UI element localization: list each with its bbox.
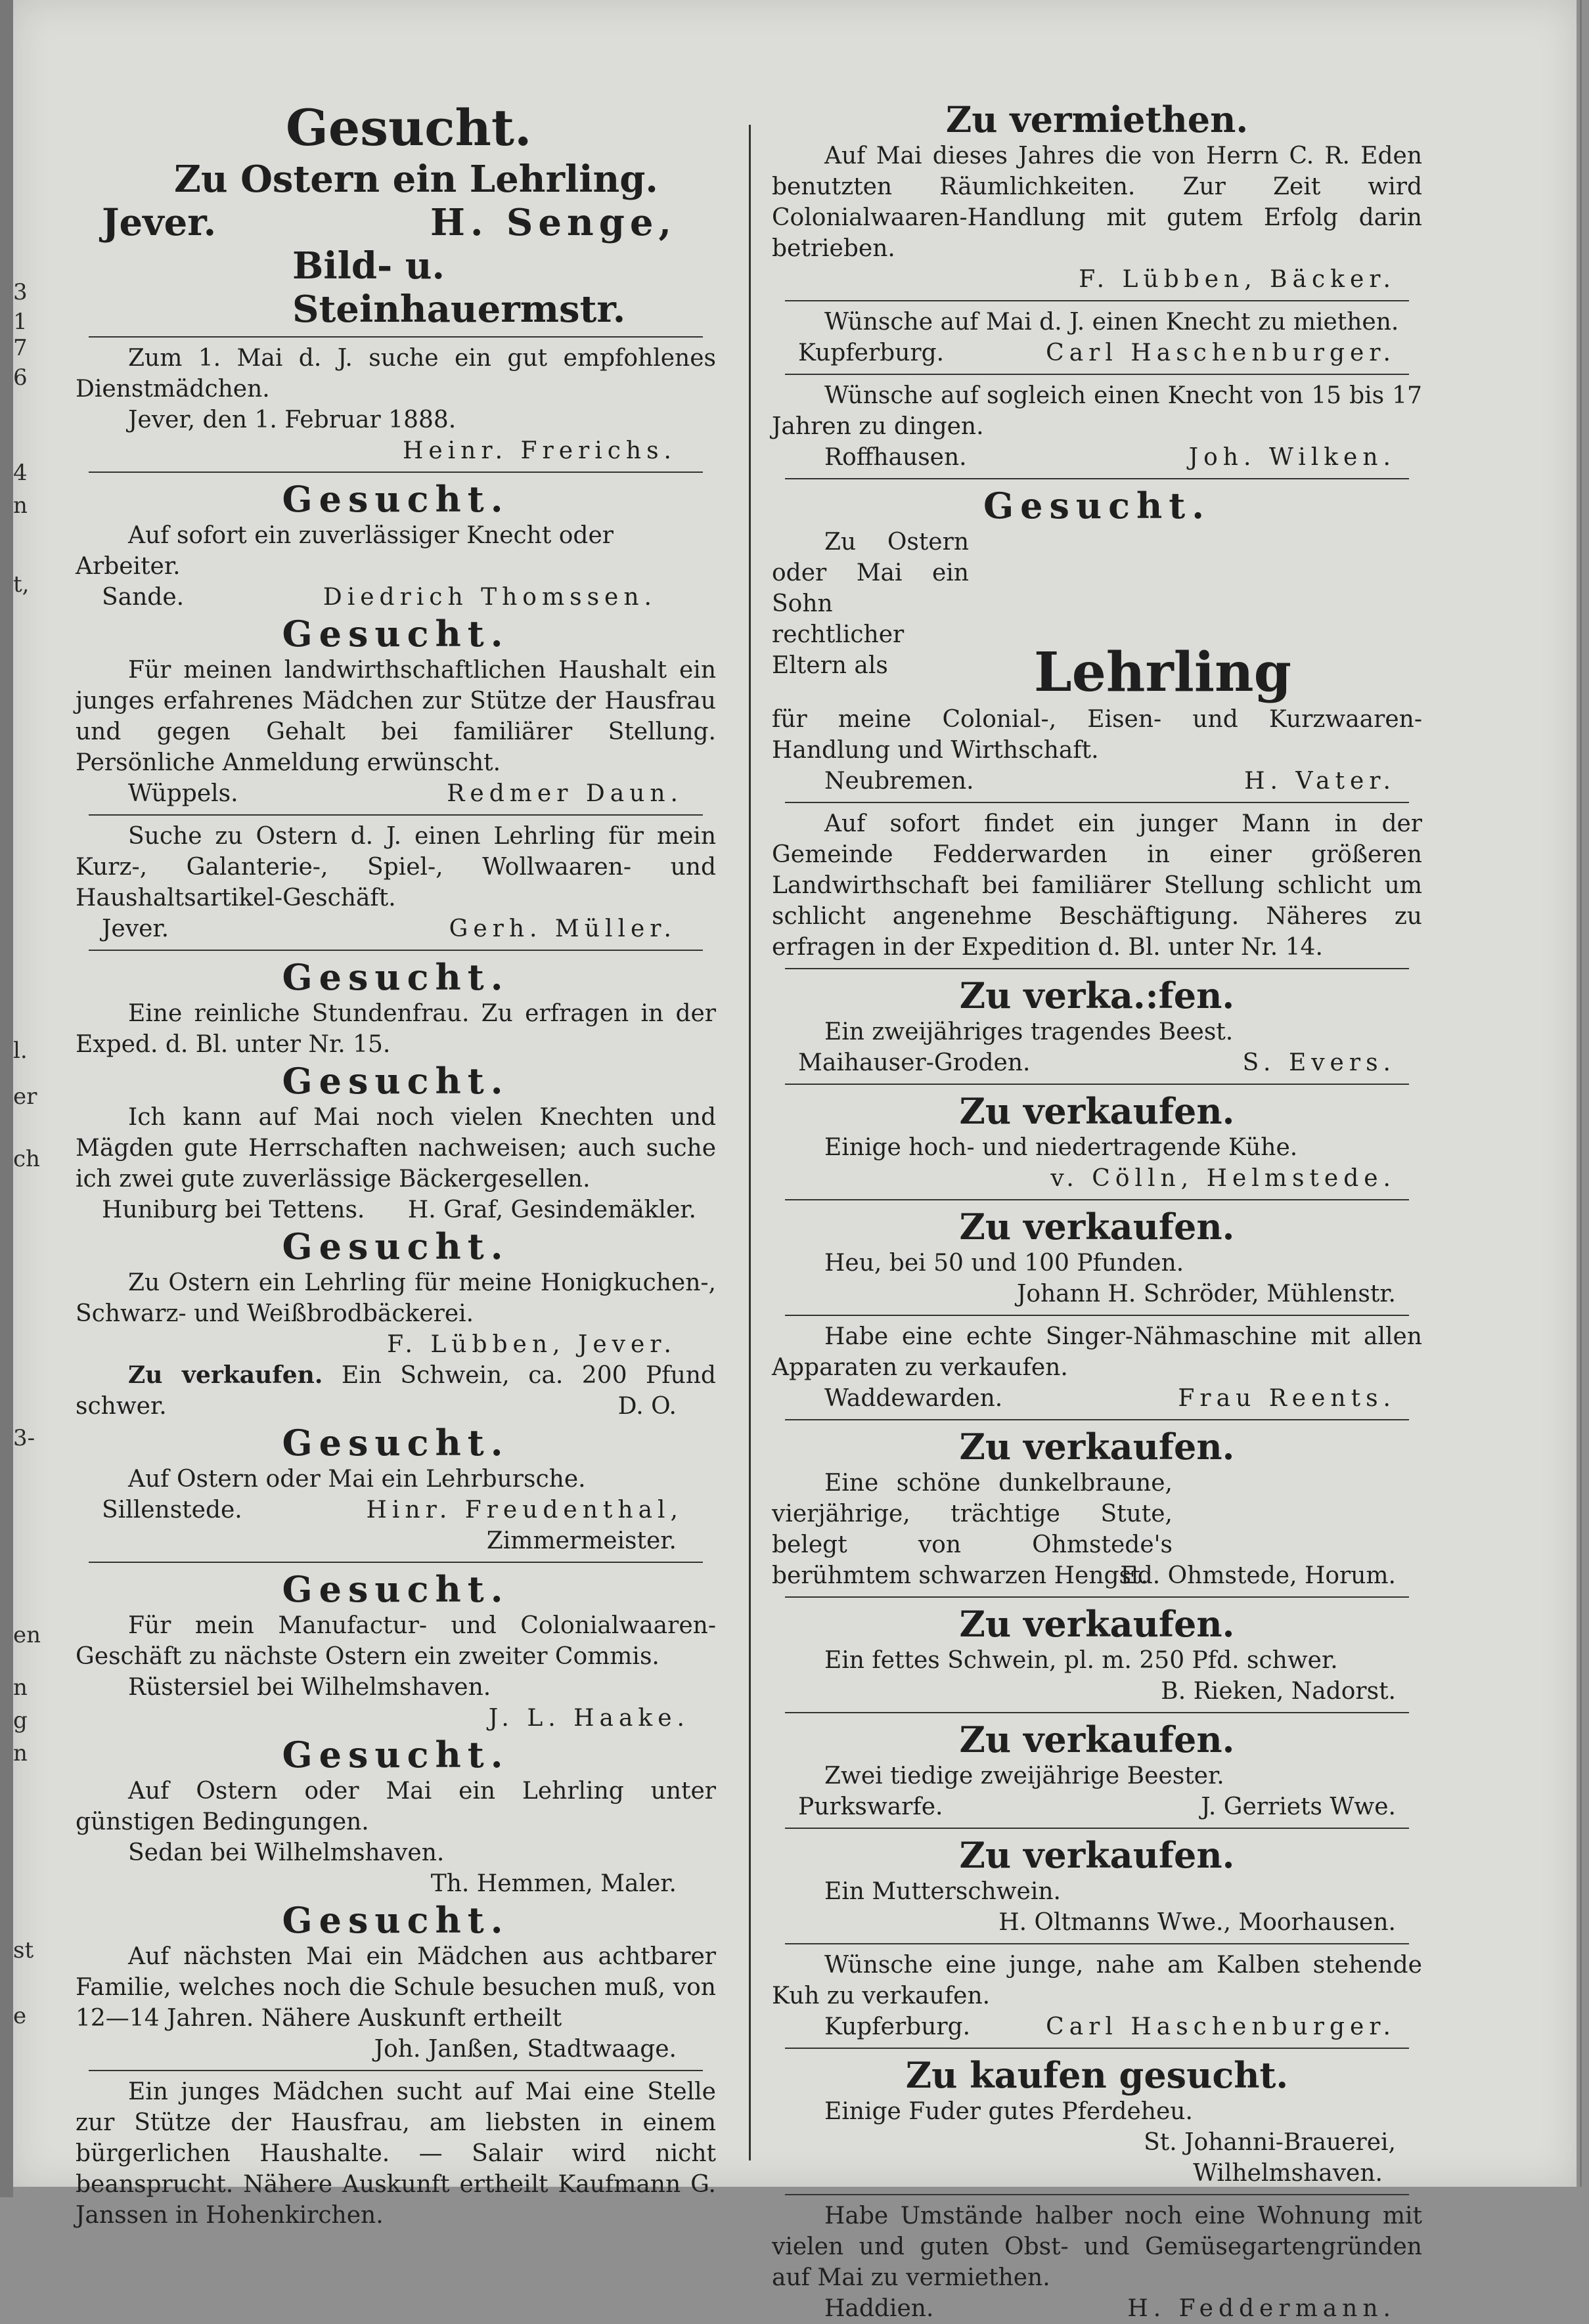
ad-text: Auf sofort ein zuverlässiger Knecht oder Arbeiter. bbox=[76, 522, 614, 580]
ad-separator bbox=[785, 2194, 1409, 2195]
page-edge-right bbox=[1580, 0, 1582, 2187]
ad-signature: F. Lübben, Jever. bbox=[387, 1331, 677, 1358]
ad-gesucht-lehrbursche bbox=[76, 1422, 716, 1556]
ad-heading: Zu verkaufen. bbox=[959, 1603, 1235, 1645]
ad-separator bbox=[785, 300, 1409, 301]
ad-heading: Zu verkaufen. bbox=[959, 1834, 1235, 1876]
ad-signature: Frau Reents. bbox=[1178, 1385, 1396, 1412]
margin-text: 7 bbox=[13, 335, 28, 361]
ad-naehmaschine bbox=[772, 1321, 1422, 1414]
ad-signature: J. L. Haake. bbox=[488, 1705, 690, 1732]
ad-text: Zu Ostern ein Lehrling. bbox=[174, 158, 658, 201]
ad-gesucht-lehrling-senge bbox=[76, 99, 716, 331]
ad-heading: Gesucht. bbox=[282, 956, 510, 998]
ad-heading: Gesucht. bbox=[286, 99, 532, 157]
ad-separator bbox=[89, 814, 703, 816]
ad-verkaufen-beest bbox=[772, 975, 1422, 1078]
ad-place: Huniburg bei Tettens. bbox=[102, 1196, 365, 1223]
ad-text: Ein Schwein, ca. 200 Pfund schwer. bbox=[76, 1362, 716, 1420]
ad-maedchen-stelle bbox=[76, 2076, 716, 2231]
ad-signature: St. Johanni-Brauerei, bbox=[1144, 2129, 1396, 2156]
margin-text: 6 bbox=[13, 364, 28, 391]
ad-signature: Redmer Daun. bbox=[447, 780, 683, 807]
ad-signature-trade: Zimmermeister. bbox=[486, 1527, 677, 1554]
margin-text: 3 bbox=[13, 279, 28, 305]
ad-text: Auf Ostern oder Mai ein Lehrling unter günstigen Bedingungen. bbox=[76, 1778, 716, 1835]
ad-heading: Zu verka.:fen. bbox=[959, 975, 1235, 1017]
ad-text: für meine Colonial-, Eisen- und Kurzwaaren-Handlung und Wirthschaft. bbox=[772, 706, 1422, 764]
ad-text: Suche zu Ostern d. J. einen Lehrling für mein Kurz-, Galanterie-, Spiel-, Wollwaaren- und Haushaltsartikel-Geschäft. bbox=[76, 823, 716, 911]
page-edge-left bbox=[0, 0, 13, 2197]
ad-text: Ich kann auf Mai noch vielen Knechten und Mägden gute Herrschaften nachweisen; auch suche ich zwei gute zuverlässige Bäckergesellen. bbox=[76, 1104, 716, 1193]
ad-separator bbox=[785, 1315, 1409, 1316]
ad-signature: Gerh. Müller. bbox=[449, 915, 677, 942]
ad-verkaufen-stute bbox=[772, 1426, 1422, 1591]
ad-text: Für mein Manufactur- und Colonialwaaren-Geschäft zu nächste Ostern ein zweiter Commis. bbox=[76, 1612, 716, 1670]
margin-text: en bbox=[13, 1622, 41, 1648]
ad-verkaufen-heu bbox=[772, 1206, 1422, 1309]
ad-text: Zwei tiedige zweijährige Beester. bbox=[824, 1763, 1224, 1789]
ad-place: Jever. bbox=[102, 201, 217, 244]
ad-gesucht-luebben bbox=[76, 1225, 716, 1360]
ad-separator bbox=[785, 802, 1409, 803]
ad-gesucht-knecht-sande bbox=[76, 478, 716, 613]
ad-separator bbox=[785, 1199, 1409, 1200]
ad-text: Eine schöne dunkelbraune, vierjährige, trächtige Stute, belegt von Ohmstede's berühmtem schwarzen Hengst. bbox=[772, 1470, 1173, 1589]
ad-separator bbox=[785, 478, 1409, 479]
ad-text: Einige hoch- und niedertragende Kühe. bbox=[824, 1134, 1298, 1161]
ad-signature: H. Oltmanns Wwe., Moorhausen. bbox=[998, 1909, 1396, 1936]
ad-gesucht-graf bbox=[76, 1060, 716, 1225]
ad-gesucht-haake bbox=[76, 1568, 716, 1734]
margin-text: n bbox=[13, 493, 28, 519]
margin-text: 1 bbox=[13, 309, 28, 335]
right-column bbox=[772, 99, 1422, 2324]
ad-place: Neubremen. bbox=[824, 768, 974, 795]
ad-signature: Ed. Ohmstede, Horum. bbox=[1120, 1562, 1396, 1589]
ad-place: Maihauser-Groden. bbox=[798, 1049, 1031, 1076]
ad-text: Auf nächsten Mai ein Mädchen aus achtbarer Familie, welches noch die Schule besuchen muß, von 12—14 Jahren. Nähere Auskunft ertheilt bbox=[76, 1943, 716, 2032]
ad-signature: Johann H. Schröder, Mühlenstr. bbox=[1016, 1281, 1396, 1307]
ad-separator bbox=[89, 950, 703, 951]
ad-heading: Zu vermiethen. bbox=[945, 99, 1249, 141]
ad-heading: Gesucht. bbox=[983, 485, 1211, 527]
ad-heading: Gesucht. bbox=[282, 1734, 510, 1776]
margin-text: n bbox=[13, 1675, 28, 1701]
margin-text: st bbox=[13, 1937, 34, 1963]
ad-verkaufen-mutterschwein bbox=[772, 1834, 1422, 1938]
ad-text: Heu, bei 50 und 100 Pfunden. bbox=[824, 1250, 1184, 1277]
ad-text: Habe Umstände halber noch eine Wohnung mit vielen und guten Obst- und Gemüsegartengründen auf Mai zu vermiethen. bbox=[772, 2203, 1422, 2291]
ad-zu-vermiethen-eden bbox=[772, 99, 1422, 295]
ad-separator bbox=[785, 1828, 1409, 1829]
ad-separator bbox=[89, 2070, 703, 2071]
ad-text: Einige Fuder gutes Pferdeheu. bbox=[824, 2098, 1193, 2125]
ad-verkaufen-fettes-schwein bbox=[772, 1603, 1422, 1707]
ad-heading: Zu kaufen gesucht. bbox=[905, 2054, 1289, 2096]
margin-text: l. bbox=[13, 1038, 28, 1064]
margin-text: 3- bbox=[13, 1425, 35, 1451]
ad-verkaufen-beester bbox=[772, 1719, 1422, 1822]
ad-text: Ein junges Mädchen sucht auf Mai eine Stelle zur Stütze der Hausfrau, am liebsten in einem bürgerlichen Haushalte. — Salair wird nicht beansprucht. Nähere Auskunft ertheilt Kaufmann G. Janssen in Hohenkirchen. bbox=[76, 2078, 716, 2229]
ad-knecht-kupferburg bbox=[772, 307, 1422, 368]
ad-text: Ein fettes Schwein, pl. m. 250 Pfd. schwer. bbox=[824, 1647, 1338, 1674]
ad-signature: Carl Haschenburger. bbox=[1046, 340, 1396, 366]
ad-heading: Zu verkaufen. bbox=[959, 1090, 1235, 1132]
ad-signature-trade: Bild- u. Steinhauermstr. bbox=[292, 244, 626, 331]
ad-place: Haddien. bbox=[824, 2295, 934, 2322]
newspaper-page bbox=[13, 0, 1577, 2322]
ad-place: Roffhausen. bbox=[824, 444, 967, 471]
ad-heading: Gesucht. bbox=[282, 1060, 510, 1102]
ad-gesucht-hemmen bbox=[76, 1734, 716, 1899]
ad-knecht-roffhausen bbox=[772, 380, 1422, 473]
ad-signature: B. Rieken, Nadorst. bbox=[1161, 1678, 1396, 1705]
ad-place: Jever. bbox=[102, 915, 169, 942]
ad-separator bbox=[785, 1596, 1409, 1598]
ad-junger-mann-fedderwarden bbox=[772, 808, 1422, 963]
ad-text: Wünsche auf sogleich einen Knecht von 15 bis 17 Jahren zu dingen. bbox=[772, 382, 1422, 440]
ad-text: Eine reinliche Stundenfrau. Zu erfragen in der Exped. d. Bl. unter Nr. 15. bbox=[76, 1000, 716, 1058]
ad-heading: Gesucht. bbox=[282, 1225, 510, 1267]
ad-wohnung-vermiethen bbox=[772, 2201, 1422, 2324]
ad-heading: Gesucht. bbox=[282, 1568, 510, 1610]
ad-place: Kupferburg. bbox=[798, 340, 945, 366]
ad-separator bbox=[785, 1943, 1409, 1944]
ad-separator bbox=[785, 1419, 1409, 1420]
ad-lehrling-mueller bbox=[76, 821, 716, 944]
ad-separator bbox=[785, 1712, 1409, 1713]
ad-place: Sedan bei Wilhelmshaven. bbox=[128, 1839, 445, 1866]
ad-signature: v. Cölln, Helmstede. bbox=[1050, 1165, 1396, 1192]
ad-gesucht-janssen bbox=[76, 1899, 716, 2065]
ad-place: Rüstersiel bei Wilhelmshaven. bbox=[128, 1674, 491, 1701]
ad-separator bbox=[785, 968, 1409, 969]
ad-signature: S. Evers. bbox=[1242, 1049, 1396, 1076]
ad-date: Jever, den 1. Februar 1888. bbox=[128, 406, 457, 433]
ad-dienstmaedchen bbox=[76, 343, 716, 466]
ad-text: Wünsche eine junge, nahe am Kalben stehende Kuh zu verkaufen. bbox=[772, 1952, 1422, 2009]
ad-signature: H. Feddermann. bbox=[1127, 2295, 1396, 2322]
ad-text: Auf sofort findet ein junger Mann in der Gemeinde Fedderwarden in einer größeren Landwirthschaft bei familiärer Stellung schlicht um schlicht angenehme Beschäftigung. Näheres zu erfragen in der Expedition d. Bl. unter Nr. 14. bbox=[772, 810, 1422, 961]
ad-place: Purkswarfe. bbox=[798, 1793, 943, 1820]
ad-signature: H. Graf, Gesindemäkler. bbox=[407, 1196, 696, 1223]
ad-signature: F. Lübben, Bäcker. bbox=[1079, 266, 1396, 293]
ad-separator bbox=[785, 374, 1409, 375]
ad-text: Auf Ostern oder Mai ein Lehrburschе. bbox=[128, 1466, 586, 1493]
ad-heading: Gesucht. bbox=[282, 1422, 510, 1464]
ad-signature: H. Vater. bbox=[1244, 768, 1396, 795]
margin-text: 4 bbox=[13, 460, 28, 486]
ad-text: Für meinen landwirthschaftlichen Haushalt ein junges erfahrenes Mädchen zur Stütze der Hausfrau und gegen Gehalt bei familiärer Stellung. Persönliche Anmeldung erwünscht. bbox=[76, 657, 716, 776]
ad-separator bbox=[785, 2048, 1409, 2049]
ad-signature: Joh. Janßen, Stadtwaage. bbox=[374, 2036, 677, 2063]
ad-signature: D. O. bbox=[617, 1393, 677, 1420]
left-column bbox=[76, 99, 716, 2231]
margin-text: g bbox=[13, 1707, 28, 1734]
ad-place: Waddewarden. bbox=[824, 1385, 1003, 1412]
ad-signature: J. Gerriets Wwe. bbox=[1201, 1793, 1396, 1820]
ad-heading: Zu verkaufen. bbox=[959, 1426, 1235, 1468]
ad-signature: Diedrich Thomssen. bbox=[323, 584, 657, 611]
ad-text: Ein zweijähriges tragendes Beest. bbox=[824, 1019, 1234, 1045]
ad-place: Sillenstede. bbox=[102, 1497, 242, 1524]
ad-heading: Gesucht. bbox=[282, 478, 510, 520]
ad-text: Wünsche auf Mai d. J. einen Knecht zu miethen. bbox=[824, 309, 1399, 336]
ad-heading: Zu verkaufen. bbox=[959, 1206, 1235, 1248]
ad-verkaufen-kuehe bbox=[772, 1090, 1422, 1194]
ad-signature: Hinr. Freudenthal, bbox=[366, 1497, 683, 1524]
ad-text: Ein Mutterschwein. bbox=[824, 1878, 1061, 1905]
ad-place: Wüppels. bbox=[128, 780, 238, 807]
margin-text: ch bbox=[13, 1146, 40, 1172]
ad-verkaufen-schwein bbox=[76, 1360, 716, 1422]
ad-zu-kaufen-gesucht bbox=[772, 2054, 1422, 2189]
ad-heading: Zu verkaufen. bbox=[959, 1719, 1235, 1761]
ad-signature: Joh. Wilken. bbox=[1188, 444, 1396, 471]
ad-text: Zum 1. Mai d. J. suche ein gut empfohlenes Dienstmädchen. bbox=[76, 345, 716, 403]
ad-text: Zu Ostern oder Mai ein Sohn rechtlicher Eltern als bbox=[772, 529, 969, 679]
ad-separator bbox=[89, 336, 703, 338]
ad-heading: Gesucht. bbox=[282, 1899, 510, 1941]
ad-separator bbox=[89, 471, 703, 473]
ad-label: Zu verkaufen. bbox=[128, 1361, 323, 1389]
ad-place: Sande. bbox=[102, 584, 185, 611]
ad-gesucht-lehrling-vater bbox=[772, 485, 1422, 797]
ad-gesucht-stundenfrau bbox=[76, 956, 716, 1060]
ad-signature: Th. Hemmen, Maler. bbox=[430, 1870, 677, 1897]
margin-text: er bbox=[13, 1084, 37, 1110]
ad-big-word: Lehrling bbox=[1034, 641, 1291, 704]
ad-signature: Carl Haschenburger. bbox=[1046, 2013, 1396, 2040]
ad-text: Zu Ostern ein Lehrling für meine Honigkuchen-, Schwarz- und Weißbrodbäckerei. bbox=[76, 1269, 716, 1327]
ad-text: Habe eine echte Singer-Nähmaschine mit allen Apparaten zu verkaufen. bbox=[772, 1323, 1422, 1381]
column-divider bbox=[749, 125, 751, 2160]
margin-text: e bbox=[13, 2003, 27, 2029]
ad-signature-place: Wilhelmshaven. bbox=[1193, 2160, 1383, 2187]
ad-place: Kupferburg. bbox=[824, 2013, 971, 2040]
margin-text: n bbox=[13, 1740, 28, 1766]
ad-signature: Heinr. Frerichs. bbox=[402, 437, 677, 464]
ad-gesucht-maedchen-wueppels bbox=[76, 613, 716, 809]
ad-kuh-verkaufen bbox=[772, 1950, 1422, 2042]
ad-separator bbox=[89, 1562, 703, 1563]
ad-separator bbox=[785, 1084, 1409, 1085]
margin-text: t, bbox=[13, 571, 30, 598]
ad-signature: H. Senge, bbox=[430, 201, 677, 244]
ad-heading: Gesucht. bbox=[282, 613, 510, 655]
ad-text: Auf Mai dieses Jahres die von Herrn C. R. Eden benutzten Räumlichkeiten. Zur Zeit wird Colonialwaaren-Handlung mit gutem Erfolg darin betrieben. bbox=[772, 143, 1422, 262]
